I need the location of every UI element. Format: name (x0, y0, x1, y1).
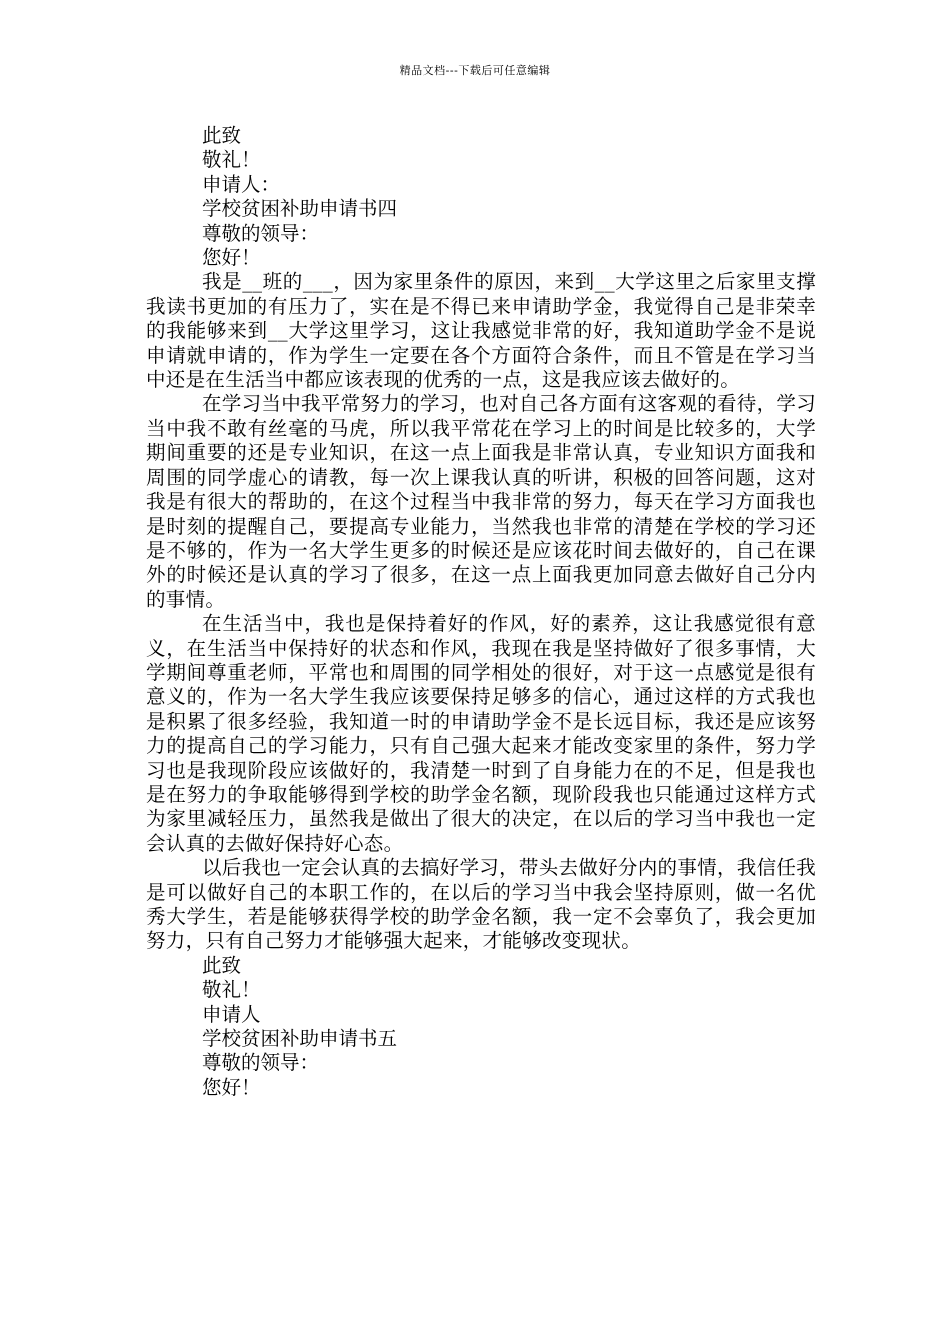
closing-line: 此致 (202, 124, 242, 147)
body-paragraph: 在生活当中，我也是保持着好的作风，好的素养，这让我感觉很有意义，在生活当中保持好的状态和作风，我现在我是坚持做好了很多事情，大学期间尊重老师，平常也和周围的同学相处的很好，对于这一点感觉是很有意义的，作为一名大学生我应该要保持足够多的信心，通过这样的方式我也是积累了很多经验，我知道一时的申请助学金不是长远目标，我还是应该努力的提高自己的学习能力，只有自己强大起来才能改变家里的条件，努力学习也是我现阶段应该做好的，我清楚一时到了自身能力在的不足，但是我也是在努力的争取能够得到学校的助学金名额，现阶段我也只能通过这样方式为家里减轻压力，虽然我是做出了很大的决定，在以后的学习当中我也一定会认真的去做好保持好心态。 (146, 612, 816, 855)
document-body (146, 124, 816, 1100)
section-title: 学校贫困补助申请书四 (202, 197, 398, 221)
greeting-line: 您好！ (202, 246, 261, 270)
salute-line: 敬礼！ (202, 148, 261, 172)
body-paragraph: 我是__班的___，因为家里条件的原因，来到__大学这里之后家里支撑我读书更加的有压力了，实在是不得已来申请助学金，我觉得自己是非荣幸的我能够来到__大学这里学习，这让我感觉非常的好，我知道助学金不是说申请就申请的，作为学生一定要在各个方面符合条件，而且不管是在学习当中还是在生活当中都应该表现的优秀的一点，这是我应该去做好的。 (146, 270, 816, 392)
body-paragraph: 在学习当中我平常努力的学习，也对自己各方面有这客观的看待，学习当中我不敢有丝毫的马虎，所以我平常花在学习上的时间是比较多的，大学期间重要的还是专业知识，在这一点上面我是非常认真，专业知识方面我和周围的同学虚心的请教，每一次上课我认真的听讲，积极的回答问题，这对我是有很大的帮助的，在这个过程当中我非常的努力，每天在学习方面我也是时刻的提醒自己，要提高专业能力，当然我也非常的清楚在学校的学习还是不够的，作为一名大学生更多的时候还是应该花时间去做好的，自己在课外的时候还是认真的学习了很多，在这一点上面我更加同意去做好自己分内的事情。 (146, 392, 816, 611)
addressee-line: 尊敬的领导： (202, 221, 320, 245)
body-paragraph: 以后我也一定会认真的去搞好学习，带头去做好分内的事情，我信任我是可以做好自己的本职工作的，在以后的学习当中我会坚持原则，做一名优秀大学生，若是能够获得学校的助学金名额，我一定不会辜负了，我会更加努力，只有自己努力才能够强大起来，才能够改变现状。 (146, 856, 816, 953)
salute-line: 敬礼！ (202, 978, 261, 1002)
addressee-line: 尊敬的领导： (202, 1051, 320, 1075)
section-title: 学校贫困补助申请书五 (202, 1027, 398, 1051)
greeting-line: 您好！ (202, 1075, 261, 1099)
applicant-line: 申请人： (202, 172, 281, 196)
page-header: 精品文档---下载后可任意编辑 (399, 64, 551, 77)
closing-line: 此致 (202, 953, 242, 977)
applicant-line: 申请人 (202, 1002, 261, 1026)
